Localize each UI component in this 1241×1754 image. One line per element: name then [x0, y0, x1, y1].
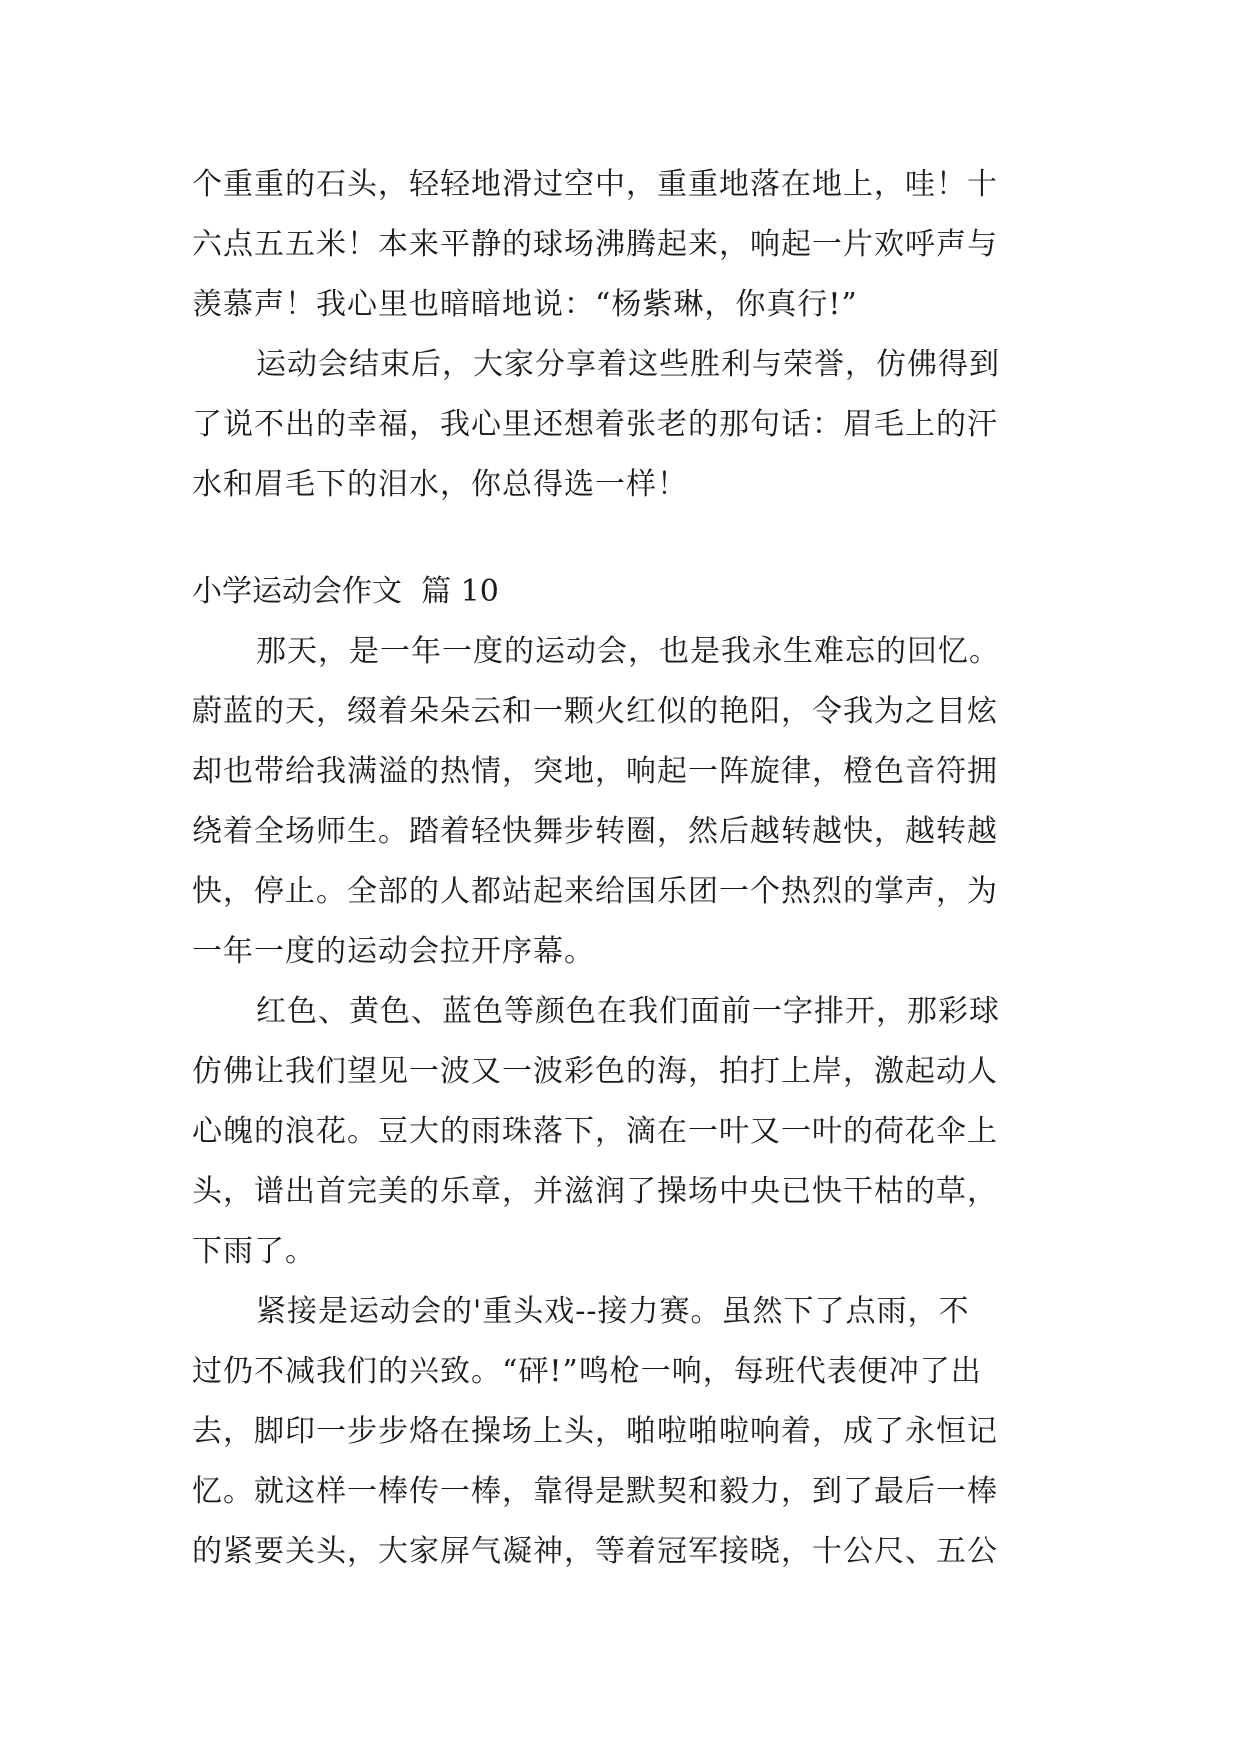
text-line: 却也带给我满溢的热情，突地，响起一阵旋律，橙色音符拥: [192, 754, 998, 789]
continued-paragraph: [192, 155, 1072, 335]
text-line: 的紧要关头，大家屏气凝神，等着冠军接晓，十公尺、五公: [192, 1534, 998, 1569]
text-line: 去，脚印一步步烙在操场上头，啪啦啪啦响着，成了永恒记: [192, 1414, 998, 1449]
paragraph-3: [192, 1282, 1072, 1582]
text-line: 了说不出的幸福，我心里还想着张老的那句话：眉毛上的汗: [192, 407, 998, 442]
text-line: 那天，是一年一度的运动会，也是我永生难忘的回忆。: [256, 634, 1000, 669]
text-line: 快，停止。全部的人都站起来给国乐团一个热烈的掌声，为: [192, 874, 998, 909]
paragraph-1: [192, 622, 1072, 982]
text-line: 绕着全场师生。踏着轻快舞步转圈，然后越转越快，越转越: [192, 814, 998, 849]
paragraph-2: [192, 982, 1072, 1282]
closing-paragraph: [192, 335, 1072, 515]
text-line: 紧接是运动会的'重头戏--接力赛。虽然下了点雨，不: [256, 1294, 970, 1329]
text-line: 羡慕声！我心里也暗暗地说：“杨紫琳，你真行!”: [192, 287, 858, 322]
text-line: 个重重的石头，轻轻地滑过空中，重重地落在地上，哇！十: [192, 167, 998, 202]
text-line: 六点五五米！本来平静的球场沸腾起来，响起一片欢呼声与: [192, 227, 998, 262]
text-line: 头，谱出首完美的乐章，并滋润了操场中央已快干枯的草，: [192, 1174, 998, 1209]
text-line: 心魄的浪花。豆大的雨珠落下，滴在一叶又一叶的荷花伞上: [192, 1114, 998, 1149]
text-line: 水和眉毛下的泪水，你总得选一样！: [192, 467, 688, 502]
text-line: 红色、黄色、蓝色等颜色在我们面前一字排开，那彩球: [256, 994, 1000, 1029]
text-line: 一年一度的运动会拉开序幕。: [192, 934, 595, 969]
text-line: 过仍不减我们的兴致。“砰!”鸣枪一响，每班代表便冲了出: [192, 1354, 982, 1389]
section-heading: 小学运动会作文 篇 10: [192, 574, 499, 609]
text-line: 下雨了。: [192, 1234, 316, 1269]
text-line: 仿佛让我们望见一波又一波彩色的海，拍打上岸，激起动人: [192, 1054, 998, 1089]
text-line: 蔚蓝的天，缀着朵朵云和一颗火红似的艳阳，令我为之目炫: [192, 694, 998, 729]
text-line: 运动会结束后，大家分享着这些胜利与荣誉，仿佛得到: [256, 347, 1000, 382]
text-line: 忆。就这样一棒传一棒，靠得是默契和毅力，到了最后一棒: [192, 1474, 998, 1509]
section-heading-block: [192, 562, 1072, 622]
